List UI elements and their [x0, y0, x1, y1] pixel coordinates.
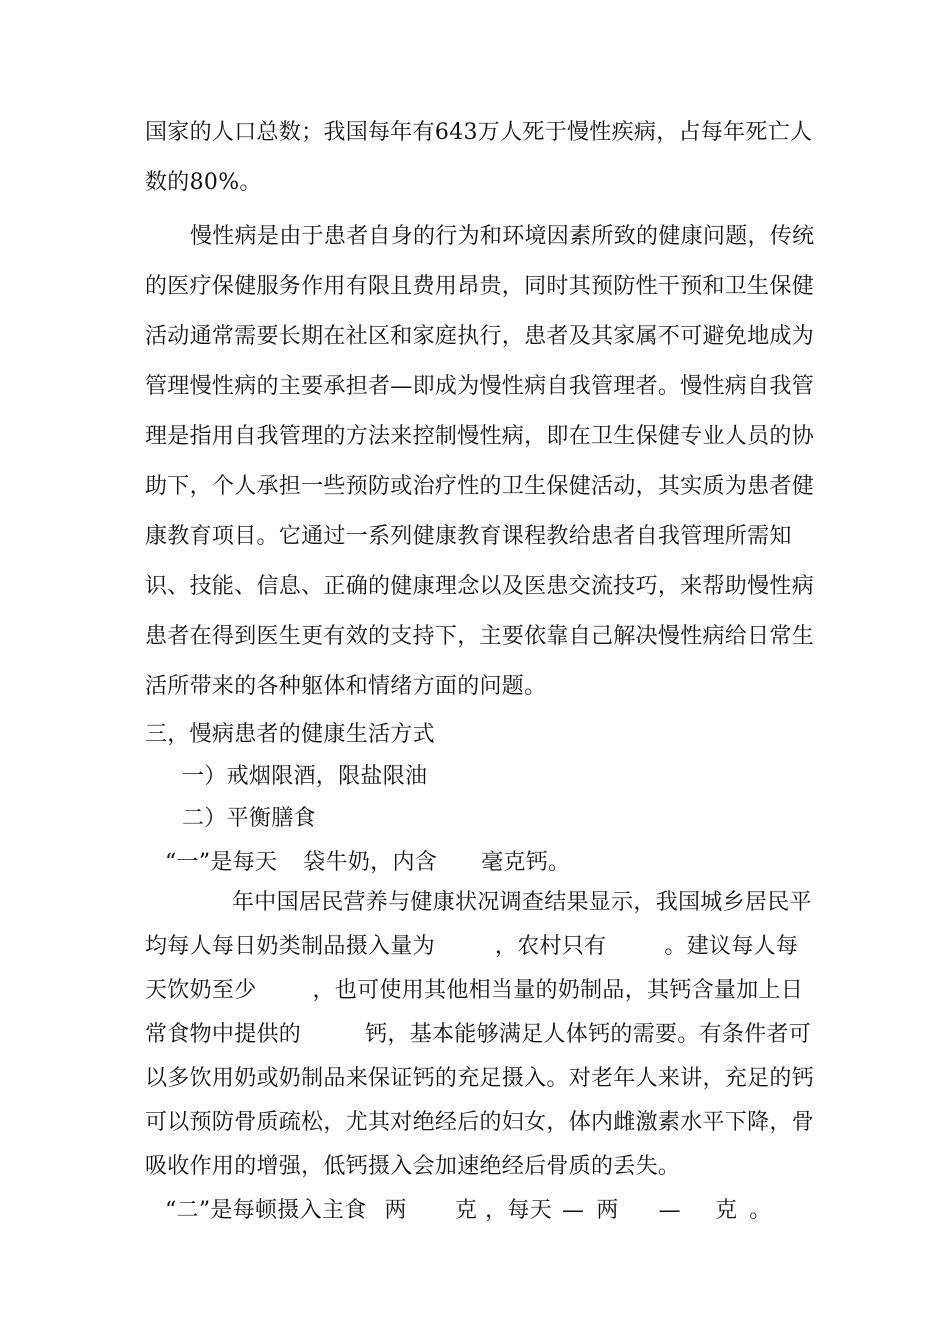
rule-two-b: 两: [384, 1198, 407, 1223]
para3-line7: 吸收作用的增强，低钙摄入会加速绝经后骨质的丢失。: [145, 1154, 681, 1179]
rule-two-c: 克: [454, 1198, 478, 1223]
para2-line1: 慢性病是由于患者自身的行为和环境因素所致的健康问题，传统: [190, 224, 815, 249]
rule-two-a: “二”是每顿摄入主食: [165, 1198, 367, 1223]
rule-two-f: 两: [596, 1198, 619, 1223]
para3-line4-b: 钙，基本能够满足人体钙的需要。有条件者可: [365, 1022, 812, 1047]
para2-line9: 患者在得到医生更有效的支持下，主要依靠自己解决慢性病给日常生: [145, 624, 815, 649]
para3-line3-b: ，也可使用其他相当量的奶制品，其钙含量加上日: [312, 978, 804, 1003]
sub-heading-1: 一）戒烟限酒，限盐限油: [182, 764, 428, 789]
para3-line3-a: 天饮奶至少: [145, 978, 257, 1003]
para1-line1: 国家的人口总数；我国每年有643万人死于慢性疾病，占每年死亡人: [145, 120, 813, 145]
para3-line4-a: 常食物中提供的: [145, 1022, 302, 1047]
rule-two-g: —: [658, 1198, 681, 1223]
para3-line2: [145, 932, 810, 962]
para2-line7: 康教育项目。它通过一系列健康教育课程教给患者自我管理所需知: [145, 524, 792, 549]
para2-line4: 管理慢性病的主要承担者—即成为慢性病自我管理者。慢性病自我管: [145, 374, 815, 399]
para2-line5: 理是指用自我管理的方法来控制慢性病，即在卫生保健专业人员的协: [145, 424, 815, 449]
para2-line2: 的医疗保健服务作用有限且费用昂贵，同时其预防性干预和卫生保健: [145, 274, 815, 299]
para2-line3: 活动通常需要长期在社区和家庭执行，患者及其家属不可避免地成为: [145, 324, 815, 349]
para3-line1: 年中国居民营养与健康状况调查结果显示，我国城乡居民平: [232, 890, 812, 915]
para3-line4: [145, 1020, 810, 1050]
rule-two-line: [165, 1196, 810, 1226]
para3-line2-b: ，农村只有: [494, 934, 607, 959]
sub-heading-2: 二）平衡膳食: [182, 806, 316, 831]
rule-one-line: [165, 848, 830, 878]
para1-line2: 数的80%。: [145, 170, 262, 195]
rule-two-e: —: [562, 1198, 585, 1223]
rule-one-c: 毫克钙。: [481, 850, 571, 875]
rule-one-b: 袋牛奶，内含: [303, 850, 438, 875]
rule-two-d: ，每天: [485, 1198, 553, 1223]
para3-line5: 以多饮用奶或奶制品来保证钙的充足摄入。对老年人来讲，充足的钙: [145, 1066, 815, 1091]
para3-line3: [145, 976, 810, 1006]
para2-line10: 活所带来的各种躯体和情绪方面的问题。: [145, 674, 547, 699]
rule-two-h: 克: [714, 1198, 738, 1223]
para3-line6: 可以预防骨质疏松，尤其对绝经后的妇女，体内雌激素水平下降，骨: [145, 1110, 815, 1135]
para2-line6: 助下，个人承担一些预防或治疗性的卫生保健活动，其实质为患者健: [145, 474, 815, 499]
rule-one-a: “一”是每天: [165, 850, 278, 875]
para2-line8: 识、技能、信息、正确的健康理念以及医患交流技巧，来帮助慢性病: [145, 574, 815, 599]
section3-heading: 三，慢病患者的健康生活方式: [145, 722, 435, 747]
para3-line2-a: 均每人每日奶类制品摄入量为: [145, 934, 435, 959]
rule-two-i: 。: [749, 1198, 772, 1223]
para3-line2-c: 。建议每人每: [664, 934, 799, 959]
